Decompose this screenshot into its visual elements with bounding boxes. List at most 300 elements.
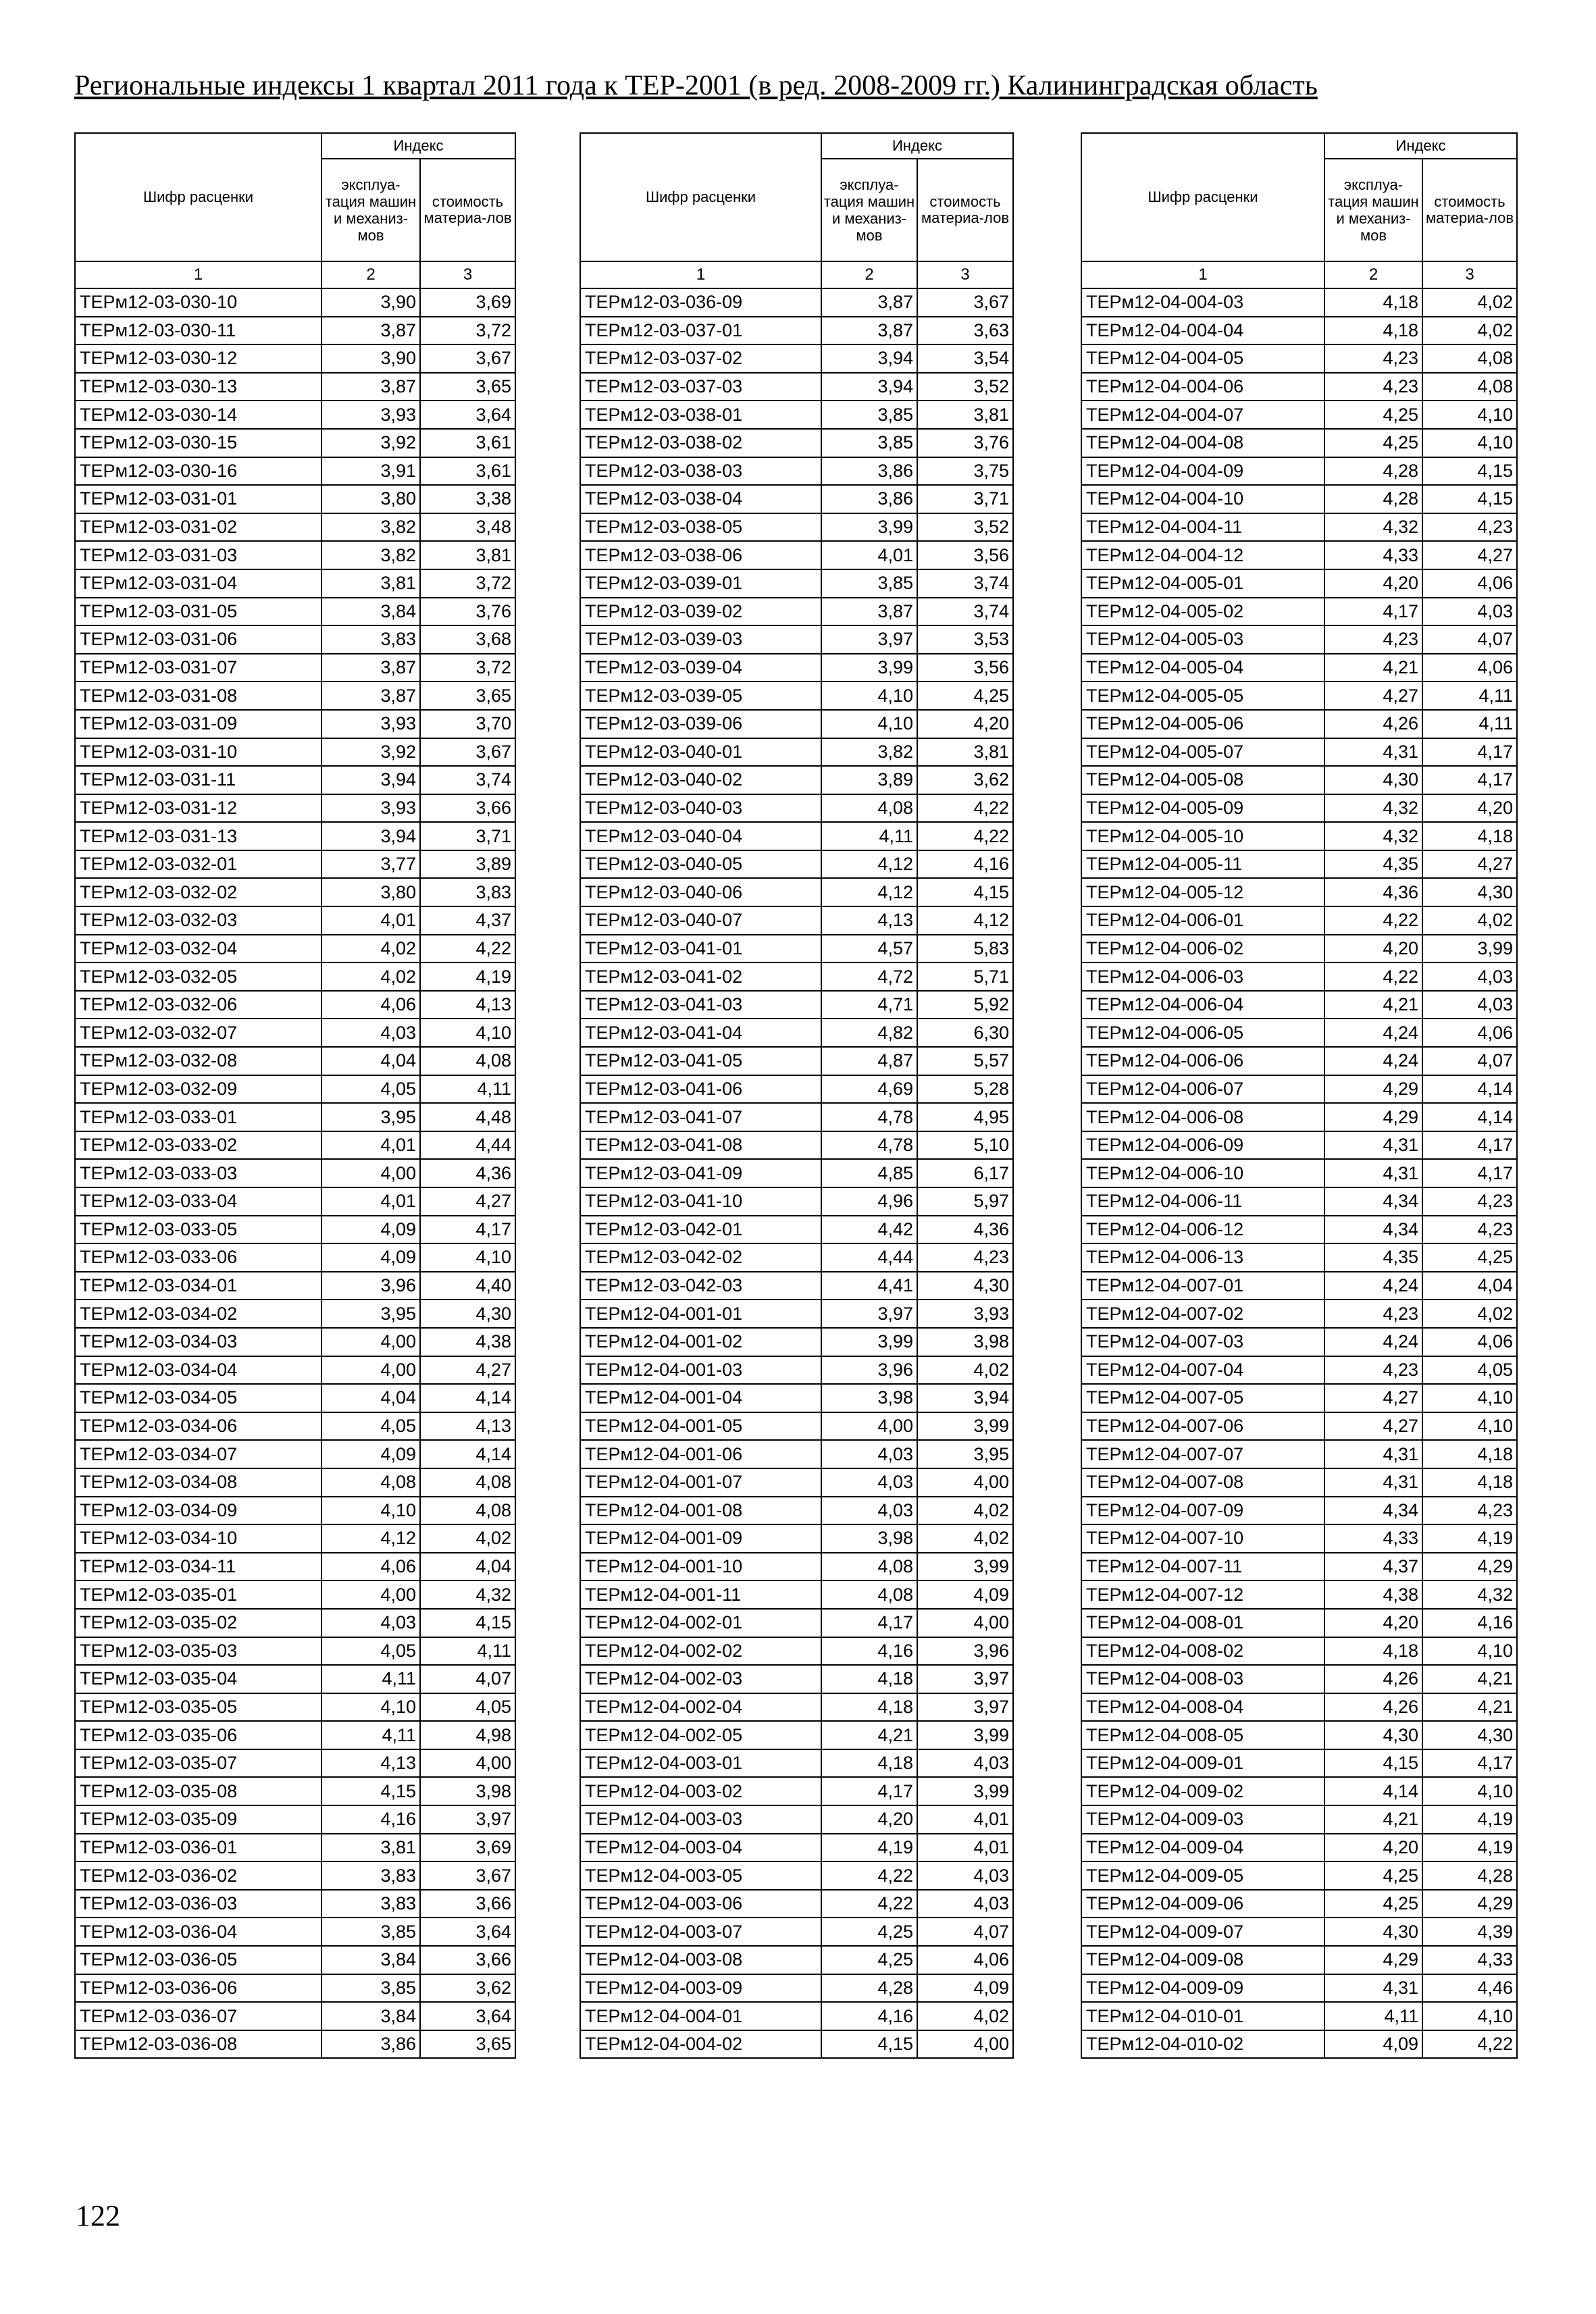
header-col-1: 1 (75, 261, 321, 288)
table-row (75, 1468, 515, 1497)
machines-index: 3,98 (821, 1384, 917, 1412)
materials-index: 4,10 (1422, 429, 1517, 457)
rate-code: ТЕРм12-03-034-06 (75, 1412, 321, 1441)
table-row (580, 794, 1013, 823)
machines-index: 4,96 (821, 1187, 917, 1216)
rate-code: ТЕРм12-03-036-08 (75, 2030, 321, 2059)
machines-index: 4,35 (1324, 1243, 1422, 1272)
table-row (580, 1749, 1013, 1778)
table-row (580, 513, 1013, 542)
materials-index: 4,19 (1422, 1805, 1517, 1834)
table-row (580, 457, 1013, 486)
rate-code: ТЕРм12-03-034-03 (75, 1328, 321, 1356)
materials-index: 3,74 (420, 766, 515, 794)
table-row (75, 1974, 515, 2003)
materials-index: 3,61 (420, 457, 515, 486)
machines-index: 3,93 (321, 794, 420, 823)
materials-index: 4,14 (1422, 1103, 1517, 1131)
table-row (580, 1918, 1013, 1946)
machines-index: 4,03 (321, 1609, 420, 1637)
table-row (75, 1946, 515, 1974)
table-row (75, 1749, 515, 1778)
rate-code: ТЕРм12-03-036-01 (75, 1834, 321, 1862)
rate-code: ТЕРм12-04-005-07 (1081, 738, 1324, 767)
machines-index: 4,09 (1324, 2030, 1422, 2059)
materials-index: 3,64 (420, 401, 515, 429)
machines-index: 4,30 (1324, 1918, 1422, 1946)
materials-index: 4,04 (1422, 1272, 1517, 1300)
materials-index: 4,02 (1422, 906, 1517, 935)
table-row (580, 2030, 1013, 2059)
machines-index: 4,17 (821, 1777, 917, 1805)
materials-index: 4,40 (420, 1272, 515, 1300)
table-row (1081, 1075, 1517, 1104)
materials-index: 4,36 (420, 1159, 515, 1187)
machines-index: 4,13 (321, 1749, 420, 1778)
rate-code: ТЕРм12-03-041-10 (580, 1187, 821, 1216)
machines-index: 4,16 (321, 1805, 420, 1834)
rate-code: ТЕРм12-04-006-08 (1081, 1103, 1324, 1131)
machines-index: 3,80 (321, 485, 420, 513)
materials-index: 4,14 (420, 1384, 515, 1412)
machines-index: 3,95 (321, 1103, 420, 1131)
rate-code: ТЕРм12-03-042-01 (580, 1216, 821, 1244)
materials-index: 4,06 (1422, 654, 1517, 682)
table-row (75, 485, 515, 513)
table-row (580, 1665, 1013, 1693)
materials-index: 4,10 (1422, 1412, 1517, 1441)
materials-index: 4,14 (420, 1440, 515, 1468)
rate-code: ТЕРм12-03-035-08 (75, 1777, 321, 1805)
header-col-2: 2 (1324, 261, 1422, 288)
materials-index: 4,25 (917, 682, 1013, 710)
table-row (75, 766, 515, 794)
table-row (75, 906, 515, 935)
rate-code: ТЕРм12-03-039-06 (580, 710, 821, 738)
table-row (75, 738, 515, 767)
materials-index: 4,07 (1422, 625, 1517, 654)
rate-code: ТЕРм12-04-005-09 (1081, 794, 1324, 823)
materials-index: 5,71 (917, 962, 1013, 991)
rate-code: ТЕРм12-04-005-01 (1081, 569, 1324, 598)
machines-index: 4,05 (321, 1637, 420, 1666)
header-col-3: 3 (1422, 261, 1517, 288)
rate-code: ТЕРм12-04-008-02 (1081, 1637, 1324, 1666)
materials-index: 4,95 (917, 1103, 1013, 1131)
rate-code: ТЕРм12-03-035-02 (75, 1609, 321, 1637)
machines-index: 4,18 (821, 1749, 917, 1778)
rate-code: ТЕРм12-04-004-01 (580, 2002, 821, 2030)
table-row (580, 1834, 1013, 1862)
materials-index: 4,11 (420, 1637, 515, 1666)
materials-index: 4,30 (420, 1300, 515, 1328)
machines-index: 4,10 (821, 710, 917, 738)
materials-index: 4,02 (1422, 317, 1517, 345)
index-table-left (74, 132, 516, 2059)
table-row (75, 1187, 515, 1216)
machines-index: 3,85 (821, 401, 917, 429)
machines-index: 3,93 (321, 401, 420, 429)
materials-index: 4,27 (1422, 850, 1517, 879)
rate-code: ТЕРм12-04-006-13 (1081, 1243, 1324, 1272)
materials-index: 3,75 (917, 457, 1013, 486)
table-row (75, 1356, 515, 1385)
rate-code: ТЕРм12-03-034-02 (75, 1300, 321, 1328)
table-row (1081, 2030, 1517, 2059)
table-row (580, 1946, 1013, 1974)
table-row (75, 1861, 515, 1890)
machines-index: 4,28 (1324, 457, 1422, 486)
rate-code: ТЕРм12-04-003-02 (580, 1777, 821, 1805)
materials-index: 4,27 (420, 1187, 515, 1216)
materials-index: 4,10 (420, 1019, 515, 1047)
table-row (75, 1131, 515, 1160)
materials-index: 4,17 (1422, 1749, 1517, 1778)
machines-index: 4,03 (321, 1019, 420, 1047)
rate-code: ТЕРм12-03-040-02 (580, 766, 821, 794)
rate-code: ТЕРм12-03-036-03 (75, 1890, 321, 1918)
table-row (1081, 1384, 1517, 1412)
table-row (1081, 1497, 1517, 1525)
table-row (580, 1805, 1013, 1834)
table-row (1081, 344, 1517, 373)
rate-code: ТЕРм12-03-031-10 (75, 738, 321, 767)
table-row (75, 710, 515, 738)
machines-index: 4,14 (1324, 1777, 1422, 1805)
machines-index: 4,31 (1324, 1974, 1422, 2003)
rate-code: ТЕРм12-03-030-16 (75, 457, 321, 486)
rate-code: ТЕРм12-04-003-05 (580, 1861, 821, 1890)
table-row (1081, 850, 1517, 879)
machines-index: 3,91 (321, 457, 420, 486)
machines-index: 4,24 (1324, 1019, 1422, 1047)
table-row (75, 794, 515, 823)
materials-index: 3,93 (917, 1300, 1013, 1328)
materials-index: 4,19 (1422, 1834, 1517, 1862)
table-row (75, 1440, 515, 1468)
materials-index: 4,22 (917, 822, 1013, 850)
machines-index: 3,90 (321, 344, 420, 373)
materials-index: 3,99 (917, 1777, 1013, 1805)
rate-code: ТЕРм12-03-036-06 (75, 1974, 321, 2003)
rate-code: ТЕРм12-04-005-05 (1081, 682, 1324, 710)
rate-code: ТЕРм12-03-031-11 (75, 766, 321, 794)
machines-index: 4,18 (821, 1693, 917, 1722)
table-row (75, 822, 515, 850)
rate-code: ТЕРм12-03-032-06 (75, 991, 321, 1019)
rate-code: ТЕРм12-03-036-09 (580, 288, 821, 317)
materials-index: 4,18 (1422, 1468, 1517, 1497)
machines-index: 4,01 (821, 541, 917, 569)
rate-code: ТЕРм12-04-003-01 (580, 1749, 821, 1778)
rate-code: ТЕРм12-03-033-04 (75, 1187, 321, 1216)
rate-code: ТЕРм12-04-002-05 (580, 1721, 821, 1749)
table-row (580, 1497, 1013, 1525)
machines-index: 3,94 (321, 766, 420, 794)
machines-index: 4,26 (1324, 710, 1422, 738)
rate-code: ТЕРм12-04-004-08 (1081, 429, 1324, 457)
rate-code: ТЕРм12-04-002-04 (580, 1693, 821, 1722)
table-row (580, 766, 1013, 794)
materials-index: 3,69 (420, 288, 515, 317)
materials-index: 4,20 (1422, 794, 1517, 823)
machines-index: 4,22 (821, 1890, 917, 1918)
machines-index: 4,25 (1324, 1890, 1422, 1918)
materials-index: 4,08 (420, 1497, 515, 1525)
machines-index: 4,12 (821, 850, 917, 879)
machines-index: 4,33 (1324, 1524, 1422, 1553)
rate-code: ТЕРм12-03-032-07 (75, 1019, 321, 1047)
table-row (1081, 288, 1517, 317)
materials-index: 3,65 (420, 373, 515, 401)
table-row (580, 1609, 1013, 1637)
page-title: Региональные индексы 1 квартал 2011 года к ТЕР-2001 (в ред. 2008-2009 гг.) Калининградская область (74, 70, 1318, 101)
rate-code: ТЕРм12-03-032-05 (75, 962, 321, 991)
table-row (75, 654, 515, 682)
machines-index: 4,20 (1324, 569, 1422, 598)
rate-code: ТЕРм12-03-036-02 (75, 1861, 321, 1890)
materials-index: 4,21 (1422, 1693, 1517, 1722)
machines-index: 4,04 (321, 1047, 420, 1075)
materials-index: 4,01 (917, 1834, 1013, 1862)
materials-index: 4,10 (1422, 401, 1517, 429)
table-row (580, 1272, 1013, 1300)
table-row (75, 1918, 515, 1946)
rate-code: ТЕРм12-03-033-02 (75, 1131, 321, 1160)
rate-code: ТЕРм12-04-005-11 (1081, 850, 1324, 879)
machines-index: 4,31 (1324, 738, 1422, 767)
rate-code: ТЕРм12-03-032-04 (75, 935, 321, 963)
table-row (580, 1328, 1013, 1356)
table-row (580, 935, 1013, 963)
table-row (1081, 625, 1517, 654)
table-row (580, 1440, 1013, 1468)
table-row (1081, 1047, 1517, 1075)
machines-index: 3,82 (821, 738, 917, 767)
header-materials: стоимость материа-лов (420, 159, 515, 261)
materials-index: 4,17 (1422, 1131, 1517, 1160)
table-row (1081, 1468, 1517, 1497)
table-row (1081, 541, 1517, 569)
machines-index: 4,33 (1324, 541, 1422, 569)
rate-code: ТЕРм12-04-009-05 (1081, 1861, 1324, 1890)
materials-index: 4,15 (1422, 485, 1517, 513)
rate-code: ТЕРм12-03-035-09 (75, 1805, 321, 1834)
machines-index: 4,35 (1324, 850, 1422, 879)
rate-code: ТЕРм12-04-001-05 (580, 1412, 821, 1441)
rate-code: ТЕРм12-04-001-03 (580, 1356, 821, 1385)
machines-index: 3,98 (821, 1524, 917, 1553)
materials-index: 4,02 (420, 1524, 515, 1553)
materials-index: 3,99 (917, 1721, 1013, 1749)
rate-code: ТЕРм12-03-030-10 (75, 288, 321, 317)
table-row (580, 682, 1013, 710)
rate-code: ТЕРм12-03-031-04 (75, 569, 321, 598)
machines-index: 3,84 (321, 2002, 420, 2030)
materials-index: 4,02 (917, 2002, 1013, 2030)
materials-index: 5,10 (917, 1131, 1013, 1160)
materials-index: 4,07 (917, 1918, 1013, 1946)
machines-index: 4,11 (321, 1665, 420, 1693)
table-row (1081, 1019, 1517, 1047)
table-row (1081, 1890, 1517, 1918)
machines-index: 3,95 (321, 1300, 420, 1328)
materials-index: 3,62 (917, 766, 1013, 794)
rate-code: ТЕРм12-04-009-04 (1081, 1834, 1324, 1862)
table-row (1081, 429, 1517, 457)
table-row (1081, 738, 1517, 767)
rate-code: ТЕРм12-03-031-09 (75, 710, 321, 738)
machines-index: 4,28 (821, 1974, 917, 2003)
header-col-1: 1 (1081, 261, 1324, 288)
rate-code: ТЕРм12-03-035-05 (75, 1693, 321, 1722)
machines-index: 4,25 (821, 1946, 917, 1974)
table-row (580, 1131, 1013, 1160)
rate-code: ТЕРм12-04-005-06 (1081, 710, 1324, 738)
table-row (580, 878, 1013, 906)
machines-index: 4,05 (321, 1075, 420, 1104)
materials-index: 4,10 (1422, 1777, 1517, 1805)
materials-index: 4,18 (1422, 822, 1517, 850)
rate-code: ТЕРм12-03-041-06 (580, 1075, 821, 1104)
table-row (580, 991, 1013, 1019)
table-row (580, 1216, 1013, 1244)
materials-index: 3,66 (420, 1946, 515, 1974)
header-machines: эксплуа-тация машин и механиз-мов (821, 159, 917, 261)
table-row (75, 1019, 515, 1047)
materials-index: 3,96 (917, 1637, 1013, 1666)
rate-code: ТЕРм12-03-033-06 (75, 1243, 321, 1272)
rate-code: ТЕРм12-03-041-07 (580, 1103, 821, 1131)
machines-index: 4,18 (1324, 317, 1422, 345)
rate-code: ТЕРм12-03-034-01 (75, 1272, 321, 1300)
machines-index: 4,08 (821, 1553, 917, 1581)
machines-index: 3,87 (321, 654, 420, 682)
rate-code: ТЕРм12-04-004-03 (1081, 288, 1324, 317)
materials-index: 3,99 (917, 1412, 1013, 1441)
machines-index: 4,31 (1324, 1440, 1422, 1468)
materials-index: 3,76 (917, 429, 1013, 457)
table-row (75, 598, 515, 626)
materials-index: 3,81 (917, 738, 1013, 767)
machines-index: 4,27 (1324, 1384, 1422, 1412)
machines-index: 4,29 (1324, 1103, 1422, 1131)
rate-code: ТЕРм12-03-033-01 (75, 1103, 321, 1131)
table-row (580, 1243, 1013, 1272)
table-row (75, 1665, 515, 1693)
rate-code: ТЕРм12-04-005-10 (1081, 822, 1324, 850)
rate-code: ТЕРм12-03-038-02 (580, 429, 821, 457)
table-row (1081, 1243, 1517, 1272)
machines-index: 3,90 (321, 288, 420, 317)
machines-index: 4,37 (1324, 1553, 1422, 1581)
rate-code: ТЕРм12-04-005-08 (1081, 766, 1324, 794)
table-row (75, 682, 515, 710)
table-row (580, 1412, 1013, 1441)
machines-index: 4,26 (1324, 1665, 1422, 1693)
materials-index: 4,37 (420, 906, 515, 935)
rate-code: ТЕРм12-04-010-01 (1081, 2002, 1324, 2030)
rate-code: ТЕРм12-03-031-08 (75, 682, 321, 710)
materials-index: 4,15 (420, 1609, 515, 1637)
rate-code: ТЕРм12-04-007-04 (1081, 1356, 1324, 1385)
header-col-2: 2 (321, 261, 420, 288)
rate-code: ТЕРм12-03-042-03 (580, 1272, 821, 1300)
table-row (580, 598, 1013, 626)
machines-index: 4,85 (821, 1159, 917, 1187)
table-row (1081, 373, 1517, 401)
table-row (1081, 962, 1517, 991)
materials-index: 4,17 (1422, 738, 1517, 767)
rate-code: ТЕРм12-04-007-08 (1081, 1468, 1324, 1497)
table-row (75, 625, 515, 654)
materials-index: 4,01 (917, 1805, 1013, 1834)
rate-code: ТЕРм12-04-008-03 (1081, 1665, 1324, 1693)
materials-index: 4,02 (917, 1356, 1013, 1385)
table-row (1081, 1356, 1517, 1385)
rate-code: ТЕРм12-04-007-11 (1081, 1553, 1324, 1581)
materials-index: 3,94 (917, 1384, 1013, 1412)
table-row (580, 710, 1013, 738)
machines-index: 3,85 (321, 1918, 420, 1946)
header-materials: стоимость материа-лов (1422, 159, 1517, 261)
machines-index: 4,34 (1324, 1187, 1422, 1216)
machines-index: 4,13 (821, 906, 917, 935)
rate-code: ТЕРм12-04-001-11 (580, 1580, 821, 1609)
table-row (580, 1356, 1013, 1385)
materials-index: 3,95 (917, 1440, 1013, 1468)
rate-code: ТЕРм12-03-038-04 (580, 485, 821, 513)
rate-code: ТЕРм12-04-006-01 (1081, 906, 1324, 935)
table-row (1081, 1609, 1517, 1637)
materials-index: 4,06 (1422, 1328, 1517, 1356)
rate-code: ТЕРм12-03-040-05 (580, 850, 821, 879)
materials-index: 3,81 (420, 541, 515, 569)
materials-index: 4,09 (917, 1974, 1013, 2003)
table-row (580, 1075, 1013, 1104)
machines-index: 4,11 (821, 822, 917, 850)
table-row (1081, 878, 1517, 906)
rate-code: ТЕРм12-03-032-03 (75, 906, 321, 935)
machines-index: 4,00 (321, 1159, 420, 1187)
rate-code: ТЕРм12-04-007-07 (1081, 1440, 1324, 1468)
materials-index: 3,65 (420, 682, 515, 710)
table-row (580, 1468, 1013, 1497)
rate-code: ТЕРм12-03-037-03 (580, 373, 821, 401)
machines-index: 4,22 (821, 1861, 917, 1890)
materials-index: 4,30 (917, 1272, 1013, 1300)
rate-code: ТЕРм12-03-034-11 (75, 1553, 321, 1581)
machines-index: 3,87 (821, 317, 917, 345)
table-row (75, 1524, 515, 1553)
table-row (1081, 822, 1517, 850)
materials-index: 4,03 (917, 1749, 1013, 1778)
machines-index: 4,09 (321, 1440, 420, 1468)
table-row (1081, 906, 1517, 935)
machines-index: 4,02 (321, 935, 420, 963)
machines-index: 4,00 (821, 1412, 917, 1441)
rate-code: ТЕРм12-03-040-06 (580, 878, 821, 906)
table-row (580, 429, 1013, 457)
rate-code: ТЕРм12-03-041-05 (580, 1047, 821, 1075)
machines-index: 4,27 (1324, 682, 1422, 710)
machines-index: 4,25 (1324, 429, 1422, 457)
machines-index: 3,82 (321, 541, 420, 569)
materials-index: 4,00 (917, 2030, 1013, 2059)
machines-index: 4,71 (821, 991, 917, 1019)
table-row (580, 1384, 1013, 1412)
materials-index: 4,32 (420, 1580, 515, 1609)
